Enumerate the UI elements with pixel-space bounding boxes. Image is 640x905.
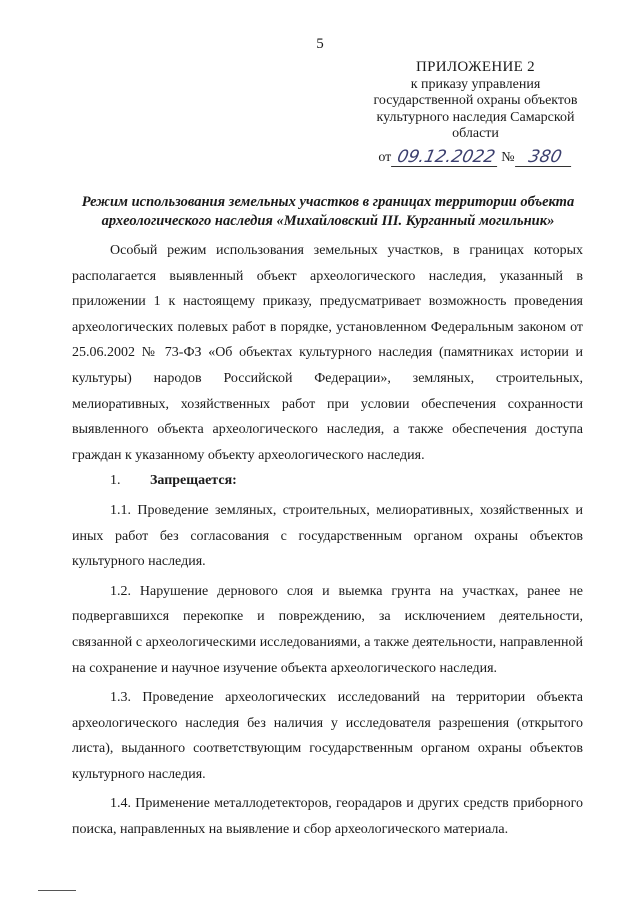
appendix-line-2: государственной охраны объектов [373, 93, 578, 108]
handwritten-number: 380 [515, 148, 575, 167]
appendix-heading: ПРИЛОЖЕНИЕ 2 [416, 59, 535, 75]
intro-paragraph: Особый режим использования земельных участков, в границах которых располагается выявленный объект археологического наследия, указанный в приложении 1 к настоящему приказу, предусматривает возможность проведения археологических полевых работ в порядке, установленном Федеральным законом от 25.06.2002 № 73-ФЗ «Об объектах культурного наследия (памятниках истории и культуры) народов Российской Федерации», земляных, строительных, мелиоративных, хозяйственных работ при условии обеспечения сохранности выявленного объекта археологического наследия, а также обеспечения доступа граждан к указанному объекту археологического наследия. [72, 243, 583, 463]
appendix-line-3: культурного наследия Самарской [376, 109, 575, 125]
title-line-2: археологического наследия «Михайловский III. Курганный могильник» [101, 213, 555, 229]
appendix-line-1: к приказу управления [410, 76, 541, 92]
footer-divider [38, 890, 76, 891]
item-1-2: 1.2. Нарушение дернового слоя и выемка грунта на участках, ранее не подвергавшихся перекопке и повреждению, за исключением деятельности, связанной с археологическими исследованиями, а также деятельности, направленной на сохранение и научное изучение объекта археологического наследия. [72, 583, 583, 676]
document-title [68, 193, 588, 231]
item-1-4: 1.4. Применение металлодетекторов, георадаров и других средств приборного поиска, направленных на выявление и сбор археологического материала. [72, 796, 583, 838]
appendix-line-4: области [452, 126, 499, 141]
handwritten-date: 09.12.2022 [391, 148, 501, 167]
appendix-block [368, 59, 583, 167]
document-body [72, 238, 583, 843]
section-1-number: 1. [110, 473, 121, 489]
section-1-heading [72, 468, 583, 494]
date-prefix: от [378, 150, 392, 165]
item-1-1: 1.1. Проведение земляных, строительных, мелиоративных, хозяйственных и иных работ без согласования с государственным органом охраны объектов культурного наследия. [72, 502, 583, 570]
number-prefix: № [501, 150, 515, 165]
title-line-1: Режим использования земельных участков в границах территории объекта [81, 194, 575, 210]
item-1-3: 1.3. Проведение археологических исследований на территории объекта археологического наследия без наличия у исследователя разрешения (открытого листа), выданного соответствующим государственным органом охраны объектов культурного наследия. [72, 690, 583, 782]
page-number: 5 [316, 36, 324, 52]
section-1-title: Запрещается: [150, 473, 237, 489]
order-date-number [368, 148, 583, 167]
